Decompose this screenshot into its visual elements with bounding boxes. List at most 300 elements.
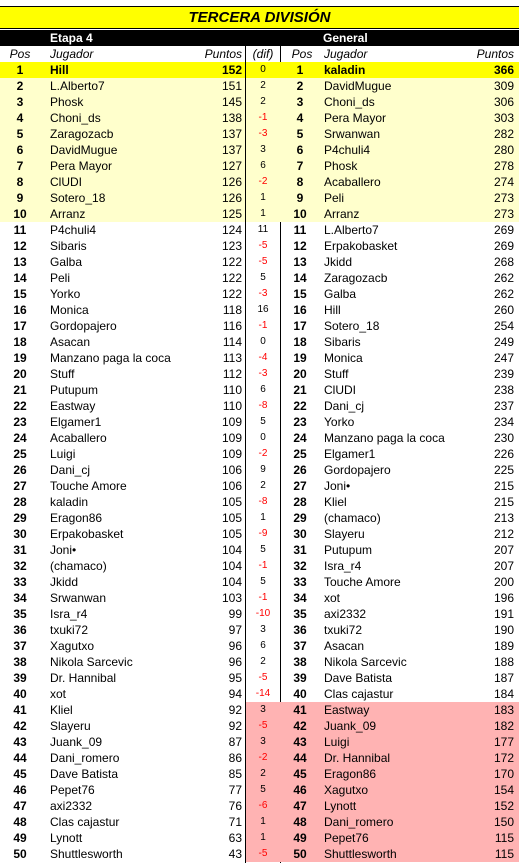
stage-points: 151 — [221, 79, 242, 93]
general-pos: 41 — [293, 703, 307, 717]
stage-pos: 33 — [13, 575, 27, 589]
general-pos: 24 — [293, 431, 307, 445]
stage-pos: 14 — [13, 271, 27, 285]
general-pos: 34 — [293, 591, 307, 605]
stage-player: (chamaco) — [50, 559, 107, 573]
general-points: 152 — [493, 799, 514, 813]
stage-player: txuki72 — [50, 623, 89, 637]
general-pos: 17 — [293, 319, 307, 333]
general-player: Dr. Hannibal — [324, 751, 391, 765]
general-points: 268 — [493, 255, 514, 269]
general-points: 282 — [493, 127, 514, 141]
general-pos: 31 — [293, 543, 307, 557]
stage-pos: 18 — [13, 335, 27, 349]
general-dif: -5 — [258, 848, 268, 859]
general-pos: 19 — [293, 351, 307, 365]
stage-points: 63 — [228, 831, 242, 845]
stage-player: Dani_romero — [50, 751, 120, 765]
general-points: 237 — [493, 399, 514, 413]
table-row — [0, 158, 519, 174]
general-dif: 1 — [260, 832, 266, 843]
general-player: Jkidd — [324, 255, 353, 269]
stage-player: Erpakobasket — [50, 527, 124, 541]
general-player: (chamaco) — [324, 511, 381, 525]
stage-player: Joni• — [50, 543, 77, 557]
stage-player: L.Alberto7 — [50, 79, 105, 93]
stage-points: 113 — [222, 351, 242, 365]
general-player: Acaballero — [324, 175, 381, 189]
general-points: 187 — [493, 671, 514, 685]
general-dif: 5 — [260, 576, 266, 587]
stage-player: Yorko — [50, 287, 81, 301]
stage-player: Dave Batista — [50, 767, 119, 781]
general-player: Dani_romero — [324, 815, 394, 829]
general-pos: 30 — [293, 527, 307, 541]
general-dif: 3 — [260, 736, 266, 747]
col-pos-general: Pos — [291, 47, 313, 61]
general-points: 212 — [493, 527, 514, 541]
table-row — [0, 174, 519, 190]
general-player: Elgamer1 — [324, 447, 376, 461]
general-dif: 2 — [260, 80, 266, 91]
stage-pos: 43 — [13, 735, 27, 749]
stage-pos: 29 — [13, 511, 27, 525]
table-row — [0, 654, 519, 670]
stage-player: Dani_cj — [50, 463, 91, 477]
table-row — [0, 270, 519, 286]
stage-points: 106 — [221, 463, 242, 477]
table-row — [0, 542, 519, 558]
stage-player: P4chuli4 — [50, 223, 97, 237]
general-player: Dave Batista — [324, 671, 393, 685]
stage-player: Kliel — [50, 703, 73, 717]
stage-points: 125 — [221, 207, 242, 221]
stage-pos: 5 — [16, 127, 24, 141]
stage-points: 109 — [221, 431, 242, 445]
stage-pos: 40 — [13, 687, 27, 701]
general-points: 247 — [493, 351, 514, 365]
table-row — [0, 558, 519, 574]
general-dif: 1 — [260, 816, 266, 827]
general-pos: 28 — [293, 495, 307, 509]
stage-pos: 26 — [13, 463, 27, 477]
stage-points: 152 — [221, 63, 242, 77]
table-row — [0, 446, 519, 462]
general-points: 191 — [493, 607, 514, 621]
general-dif: -2 — [258, 176, 268, 187]
table-row — [0, 702, 519, 718]
stage-points: 110 — [222, 399, 242, 413]
general-dif: 2 — [260, 480, 266, 491]
stage-player: Acaballero — [50, 431, 107, 445]
stage-player: Jkidd — [50, 575, 79, 589]
table-row — [0, 510, 519, 526]
general-dif: -3 — [258, 128, 268, 139]
general-dif: 1 — [260, 192, 266, 203]
table-row — [0, 78, 519, 94]
general-points: 366 — [493, 63, 514, 77]
col-pos-stage: Pos — [9, 47, 31, 61]
general-player: L.Alberto7 — [324, 223, 379, 237]
table-row — [0, 350, 519, 366]
general-pos: 45 — [293, 767, 307, 781]
general-dif: 5 — [260, 416, 266, 427]
general-dif: -4 — [258, 352, 268, 363]
stage-pos: 2 — [16, 79, 24, 93]
general-pos: 2 — [296, 79, 304, 93]
general-player: txuki72 — [324, 623, 363, 637]
stage-player: DavidMugue — [50, 143, 118, 157]
stage-points: 137 — [221, 127, 242, 141]
stage-points: 92 — [228, 703, 242, 717]
stage-player: axi2332 — [50, 799, 93, 813]
general-pos: 50 — [293, 847, 307, 861]
stage-points: 109 — [221, 447, 242, 461]
general-pos: 5 — [296, 127, 304, 141]
general-dif: -2 — [258, 752, 268, 763]
stage-pos: 42 — [13, 719, 27, 733]
general-points: 238 — [493, 383, 514, 397]
column-headers — [0, 46, 519, 62]
stage-points: 104 — [221, 559, 242, 573]
general-player: Sotero_18 — [324, 319, 380, 333]
general-pos: 47 — [293, 799, 307, 813]
stage-pos: 23 — [13, 415, 27, 429]
table-row — [0, 110, 519, 126]
general-dif: 2 — [260, 656, 266, 667]
general-pos: 44 — [293, 751, 307, 765]
stage-player: Sibaris — [50, 239, 87, 253]
stage-pos: 1 — [16, 63, 24, 77]
stage-points: 92 — [228, 719, 242, 733]
general-points: 115 — [494, 847, 514, 861]
general-dif: 3 — [260, 144, 266, 155]
general-pos: 10 — [293, 207, 307, 221]
stage-pos: 15 — [13, 287, 27, 301]
general-points: 170 — [493, 767, 514, 781]
stage-pos: 39 — [13, 671, 27, 685]
general-points: 172 — [493, 751, 514, 765]
general-dif: -8 — [258, 496, 268, 507]
general-points: 280 — [493, 143, 514, 157]
stage-player: Galba — [50, 255, 83, 269]
general-dif: -6 — [258, 800, 268, 811]
general-player: Dani_cj — [324, 399, 365, 413]
general-points: 306 — [493, 95, 514, 109]
stage-player: Slayeru — [50, 719, 91, 733]
stage-player: Eastway — [50, 399, 96, 413]
stage-points: 138 — [221, 111, 242, 125]
general-pos: 8 — [296, 175, 304, 189]
general-pos: 37 — [293, 639, 307, 653]
stage-player: Elgamer1 — [50, 415, 102, 429]
stage-pos: 20 — [13, 367, 27, 381]
general-player: Luigi — [324, 735, 350, 749]
general-points: 274 — [493, 175, 514, 189]
col-player-stage: Jugador — [50, 47, 94, 61]
general-player: ClUDI — [324, 383, 356, 397]
stage-player: Peli — [50, 271, 71, 285]
general-pos: 35 — [293, 607, 307, 621]
general-pos: 36 — [293, 623, 307, 637]
general-player: Peli — [324, 191, 345, 205]
general-points: 234 — [493, 415, 514, 429]
stage-pos: 19 — [13, 351, 27, 365]
table-row — [0, 622, 519, 638]
stage-pos: 4 — [16, 111, 24, 125]
section-general-label: General — [323, 31, 368, 45]
table-row — [0, 190, 519, 206]
general-dif: -1 — [258, 560, 268, 571]
stage-pos: 44 — [13, 751, 27, 765]
table-row — [0, 302, 519, 318]
stage-pos: 46 — [13, 783, 27, 797]
general-dif: 0 — [260, 64, 266, 75]
general-dif: -1 — [258, 592, 268, 603]
general-pos: 22 — [293, 399, 307, 413]
general-player: P4chuli4 — [324, 143, 371, 157]
general-points: 207 — [493, 559, 514, 573]
general-pos: 43 — [293, 735, 307, 749]
stage-points: 104 — [221, 543, 242, 557]
table-row — [0, 590, 519, 606]
stage-pos: 11 — [13, 223, 27, 237]
general-points: 200 — [493, 575, 514, 589]
table-row — [0, 286, 519, 302]
general-pos: 16 — [293, 303, 307, 317]
general-points: 182 — [493, 719, 514, 733]
general-dif: 5 — [260, 784, 266, 795]
general-pos: 20 — [293, 367, 307, 381]
general-player: Putupum — [324, 543, 373, 557]
general-points: 309 — [493, 79, 514, 93]
stage-pos: 9 — [16, 191, 24, 205]
general-dif: -5 — [258, 720, 268, 731]
general-dif: -10 — [255, 608, 271, 619]
stage-pos: 7 — [16, 159, 24, 173]
general-player: Joni• — [324, 479, 351, 493]
stage-player: Gordopajero — [50, 319, 117, 333]
stage-player: Touche Amore — [50, 479, 127, 493]
general-player: Shuttlesworth — [324, 847, 397, 861]
stage-player: Zaragozacb — [50, 127, 114, 141]
stage-points: 76 — [228, 799, 242, 813]
general-points: 269 — [493, 239, 514, 253]
stage-pos: 22 — [13, 399, 27, 413]
stage-player: Pepet76 — [50, 783, 95, 797]
general-pos: 32 — [293, 559, 307, 573]
table-row — [0, 734, 519, 750]
stage-pos: 8 — [16, 175, 24, 189]
stage-points: 110 — [222, 383, 242, 397]
table-row — [0, 638, 519, 654]
stage-points: 95 — [228, 671, 242, 685]
stage-player: Nikola Sarcevic — [50, 655, 133, 669]
stage-points: 104 — [221, 575, 242, 589]
general-dif: 2 — [260, 768, 266, 779]
stage-points: 122 — [221, 271, 242, 285]
general-pos: 39 — [293, 671, 307, 685]
general-points: 230 — [493, 431, 514, 445]
stage-pos: 32 — [13, 559, 27, 573]
general-pos: 25 — [293, 447, 307, 461]
general-pos: 40 — [293, 687, 307, 701]
page-title: TERCERA DIVISIÓN — [0, 6, 519, 29]
general-dif: -5 — [258, 256, 268, 267]
table-row — [0, 494, 519, 510]
stage-points: 105 — [221, 495, 242, 509]
stage-pos: 45 — [13, 767, 27, 781]
stage-player: Asacan — [50, 335, 91, 349]
general-player: Arranz — [324, 207, 360, 221]
col-player-general: Jugador — [324, 47, 368, 61]
stage-player: Stuff — [50, 367, 75, 381]
general-dif: -2 — [258, 448, 268, 459]
stage-pos: 13 — [13, 255, 27, 269]
stage-points: 116 — [222, 319, 242, 333]
general-dif: 16 — [257, 304, 269, 315]
general-dif: -3 — [258, 288, 268, 299]
stage-pos: 49 — [13, 831, 27, 845]
general-points: 154 — [493, 783, 514, 797]
stage-points: 103 — [221, 591, 242, 605]
table-row — [0, 846, 519, 862]
table-row — [0, 814, 519, 830]
stage-player: Luigi — [50, 447, 76, 461]
general-player: Gordopajero — [324, 463, 391, 477]
general-points: 213 — [493, 511, 514, 525]
general-player: Xagutxo — [324, 783, 369, 797]
stage-points: 43 — [228, 847, 242, 861]
table-row — [0, 670, 519, 686]
general-player: Juank_09 — [324, 719, 377, 733]
general-points: 190 — [493, 623, 514, 637]
general-player: DavidMugue — [324, 79, 392, 93]
stage-player: Shuttlesworth — [50, 847, 123, 861]
general-pos: 7 — [296, 159, 304, 173]
general-pos: 14 — [293, 271, 307, 285]
general-dif: 5 — [260, 544, 266, 555]
general-dif: 1 — [260, 208, 266, 219]
stage-pos: 28 — [13, 495, 27, 509]
table-row — [0, 62, 519, 78]
general-dif: -5 — [258, 672, 268, 683]
stage-pos: 30 — [13, 527, 27, 541]
general-player: Kliel — [324, 495, 347, 509]
table-row — [0, 126, 519, 142]
general-dif: 0 — [260, 336, 266, 347]
general-player: Asacan — [324, 639, 365, 653]
general-pos: 29 — [293, 511, 307, 525]
table-row — [0, 798, 519, 814]
stage-points: 94 — [228, 687, 242, 701]
general-pos: 1 — [296, 63, 304, 77]
stage-pos: 34 — [13, 591, 27, 605]
standings-rows — [0, 62, 519, 862]
stage-points: 106 — [221, 479, 242, 493]
general-points: 215 — [493, 495, 514, 509]
general-dif: 9 — [260, 464, 266, 475]
general-player: Touche Amore — [324, 575, 401, 589]
general-dif: 2 — [260, 96, 266, 107]
general-player: Slayeru — [324, 527, 365, 541]
general-points: 278 — [493, 159, 514, 173]
general-player: Eragon86 — [324, 767, 377, 781]
table-row — [0, 574, 519, 590]
general-points: 254 — [493, 319, 514, 333]
stage-player: kaladin — [50, 495, 89, 509]
table-row — [0, 750, 519, 766]
general-points: 184 — [493, 687, 514, 701]
stage-player: Clas cajastur — [50, 815, 120, 829]
general-pos: 18 — [293, 335, 307, 349]
table-row — [0, 830, 519, 846]
general-player: Lynott — [324, 799, 357, 813]
general-pos: 15 — [293, 287, 307, 301]
table-row — [0, 94, 519, 110]
stage-player: Manzano paga la coca — [50, 351, 171, 365]
stage-points: 118 — [222, 303, 242, 317]
general-player: kaladin — [324, 63, 366, 77]
section-stage-label: Etapa 4 — [50, 31, 93, 45]
table-row — [0, 430, 519, 446]
stage-pos: 36 — [13, 623, 27, 637]
general-pos: 23 — [293, 415, 307, 429]
general-points: 115 — [494, 831, 514, 845]
stage-pos: 17 — [13, 319, 27, 333]
general-pos: 9 — [296, 191, 304, 205]
general-player: Stuff — [324, 367, 349, 381]
general-player: Sibaris — [324, 335, 361, 349]
table-row — [0, 206, 519, 222]
general-dif: -1 — [258, 112, 268, 123]
stage-player: ClUDI — [50, 175, 82, 189]
stage-player: Choni_ds — [50, 111, 101, 125]
stage-pos: 47 — [13, 799, 27, 813]
stage-points: 112 — [222, 367, 242, 381]
general-player: Galba — [324, 287, 357, 301]
general-points: 177 — [493, 735, 514, 749]
stage-points: 96 — [228, 655, 242, 669]
stage-points: 71 — [228, 815, 242, 829]
general-pos: 21 — [293, 383, 307, 397]
stage-pos: 24 — [13, 431, 27, 445]
stage-pos: 35 — [13, 607, 27, 621]
general-dif: -5 — [258, 240, 268, 251]
stage-points: 137 — [221, 143, 242, 157]
table-row — [0, 414, 519, 430]
general-points: 226 — [493, 447, 514, 461]
stage-pos: 38 — [13, 655, 27, 669]
table-row — [0, 766, 519, 782]
general-points: 189 — [493, 639, 514, 653]
table-row — [0, 334, 519, 350]
general-dif: 1 — [260, 512, 266, 523]
stage-pos: 27 — [13, 479, 27, 493]
stage-pos: 16 — [13, 303, 27, 317]
general-points: 188 — [493, 655, 514, 669]
stage-points: 97 — [228, 623, 242, 637]
general-player: Manzano paga la coca — [324, 431, 445, 445]
table-row — [0, 382, 519, 398]
general-dif: 6 — [260, 160, 266, 171]
general-pos: 13 — [293, 255, 307, 269]
general-points: 262 — [493, 271, 514, 285]
stage-pos: 10 — [13, 207, 27, 221]
col-points-stage: Puntos — [204, 47, 242, 61]
general-points: 262 — [493, 287, 514, 301]
table-row — [0, 686, 519, 702]
